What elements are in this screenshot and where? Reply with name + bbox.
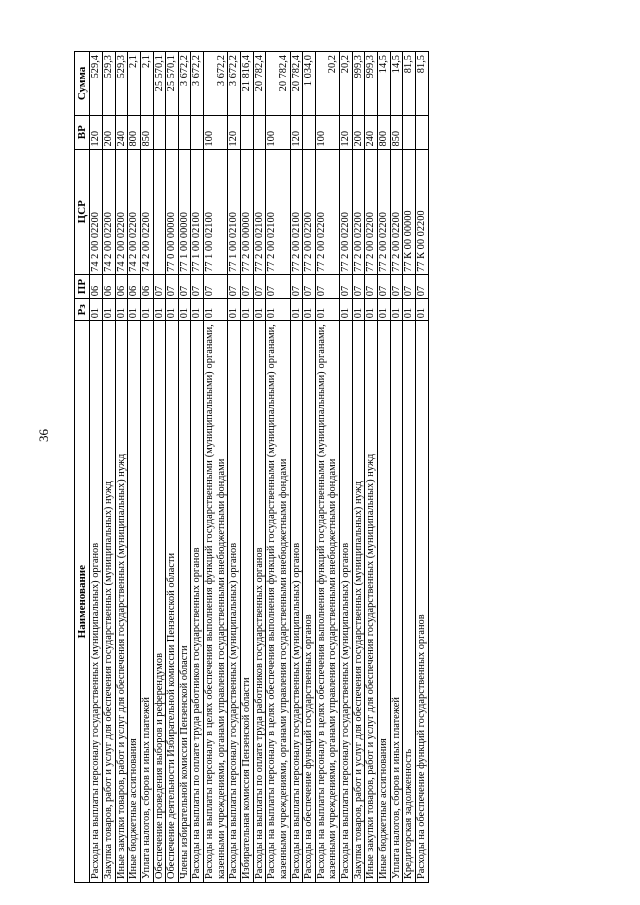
cell-sum bbox=[390, 52, 403, 116]
budget-table bbox=[74, 51, 429, 883]
cell-vr bbox=[191, 115, 204, 149]
cell-name: Обеспечение деятельности Избирательной комиссии Пензенской области bbox=[166, 321, 179, 883]
sum-value: 20 782,4 bbox=[253, 55, 265, 92]
cell-rz: 01 bbox=[90, 299, 103, 321]
cell-name: Закупка товаров, работ и услуг для обеспечения государственных (муниципальных) нужд bbox=[352, 321, 365, 883]
table-row bbox=[191, 52, 204, 883]
sum-value: 81,5 bbox=[415, 55, 427, 74]
cell-vr bbox=[303, 115, 316, 149]
cell-rz: 01 bbox=[204, 299, 228, 321]
cell-name: Расходы на обеспечение функций государственных органов bbox=[303, 321, 316, 883]
cell-sum bbox=[178, 52, 191, 116]
cell-pr: 06 bbox=[140, 274, 153, 298]
table-body bbox=[90, 52, 428, 883]
rotated-page-content bbox=[74, 51, 429, 883]
cell-rz: 01 bbox=[365, 299, 378, 321]
table-row bbox=[365, 52, 378, 883]
cell-csr bbox=[153, 149, 166, 274]
cell-pr: 07 bbox=[191, 274, 204, 298]
table-row bbox=[352, 52, 365, 883]
cell-sum bbox=[115, 52, 128, 116]
cell-rz: 01 bbox=[403, 299, 416, 321]
cell-rz: 01 bbox=[303, 299, 316, 321]
cell-pr: 07 bbox=[315, 274, 339, 298]
table-row bbox=[266, 52, 290, 883]
header-row bbox=[75, 52, 90, 883]
sum-value: 529,3 bbox=[102, 55, 114, 79]
cell-vr bbox=[253, 115, 266, 149]
cell-sum bbox=[102, 52, 115, 116]
table-row bbox=[153, 52, 166, 883]
cell-rz: 01 bbox=[228, 299, 241, 321]
sum-value: 3 672,2 bbox=[191, 55, 203, 87]
cell-csr: 77 2 00 02200 bbox=[352, 149, 365, 274]
cell-sum bbox=[191, 52, 204, 116]
page-number: 36 bbox=[36, 429, 51, 442]
cell-name: Расходы на выплаты по оплате труда работников государственных органов bbox=[253, 321, 266, 883]
cell-pr: 06 bbox=[90, 274, 103, 298]
cell-vr: 850 bbox=[140, 115, 153, 149]
cell-csr: 77 1 00 00000 bbox=[178, 149, 191, 274]
cell-pr: 07 bbox=[153, 274, 166, 298]
cell-csr: 74 2 00 02200 bbox=[128, 149, 141, 274]
sum-value: 25 570,1 bbox=[166, 55, 178, 92]
cell-sum bbox=[378, 52, 391, 116]
sum-value: 20 782,4 bbox=[277, 55, 289, 92]
cell-rz: 01 bbox=[115, 299, 128, 321]
cell-csr: 77 2 00 02100 bbox=[290, 149, 303, 274]
sum-value: 25 570,1 bbox=[153, 55, 165, 92]
cell-rz: 01 bbox=[140, 299, 153, 321]
cell-name: Расходы на выплаты по оплате труда работников государственных органов bbox=[191, 321, 204, 883]
cell-sum bbox=[140, 52, 153, 116]
cell-rz: 01 bbox=[340, 299, 353, 321]
cell-name: Иные закупки товаров, работ и услуг для обеспечения государственных (муниципальных) нужд bbox=[365, 321, 378, 883]
cell-name: Иные бюджетные ассигнования bbox=[128, 321, 141, 883]
cell-vr bbox=[153, 115, 166, 149]
cell-vr bbox=[415, 115, 428, 149]
cell-name: Расходы на обеспечение функций государственных органов bbox=[415, 321, 428, 883]
sum-value: 21 816,4 bbox=[241, 55, 252, 92]
cell-sum bbox=[315, 52, 339, 116]
sum-value: 20 782,4 bbox=[290, 55, 302, 92]
cell-pr: 07 bbox=[352, 274, 365, 298]
cell-vr: 800 bbox=[378, 115, 391, 149]
cell-csr: 77 2 00 02200 bbox=[315, 149, 339, 274]
table-row bbox=[102, 52, 115, 883]
cell-sum bbox=[228, 52, 241, 116]
cell-sum bbox=[340, 52, 353, 116]
cell-pr: 07 bbox=[415, 274, 428, 298]
cell-name: Иные закупки товаров, работ и услуг для обеспечения государственных (муниципальных) нужд bbox=[115, 321, 128, 883]
sum-value: 81,5 bbox=[403, 55, 415, 74]
cell-vr: 200 bbox=[352, 115, 365, 149]
table-row bbox=[253, 52, 266, 883]
cell-name: Закупка товаров, работ и услуг для обеспечения государственных (муниципальных) нужд bbox=[102, 321, 115, 883]
sum-value: 2,1 bbox=[140, 55, 152, 68]
sum-value: 2,1 bbox=[128, 55, 140, 68]
sum-value: 14,5 bbox=[378, 55, 390, 74]
cell-csr: 77 1 00 02100 bbox=[204, 149, 228, 274]
table-row bbox=[378, 52, 391, 883]
table-row bbox=[340, 52, 353, 883]
cell-vr: 200 bbox=[102, 115, 115, 149]
cell-vr: 120 bbox=[228, 115, 241, 149]
table-row bbox=[290, 52, 303, 883]
cell-vr: 120 bbox=[290, 115, 303, 149]
cell-vr: 100 bbox=[204, 115, 228, 149]
cell-sum bbox=[153, 52, 166, 116]
cell-name: Кредиторская задолженность bbox=[403, 321, 416, 883]
cell-pr: 07 bbox=[266, 274, 290, 298]
cell-vr: 800 bbox=[128, 115, 141, 149]
sum-value: 1 034,0 bbox=[303, 55, 315, 87]
table-header bbox=[75, 52, 90, 883]
cell-pr: 07 bbox=[204, 274, 228, 298]
sum-value: 529,4 bbox=[90, 55, 102, 79]
sum-value: 20,2 bbox=[340, 55, 352, 74]
table-row bbox=[166, 52, 179, 883]
sum-value: 999,3 bbox=[365, 55, 377, 79]
cell-rz: 01 bbox=[352, 299, 365, 321]
cell-vr bbox=[403, 115, 416, 149]
cell-sum bbox=[166, 52, 179, 116]
table-row bbox=[415, 52, 428, 883]
cell-pr: 07 bbox=[378, 274, 391, 298]
header-rz: Рз bbox=[75, 299, 90, 321]
cell-vr: 850 bbox=[390, 115, 403, 149]
cell-csr: 74 2 00 02200 bbox=[102, 149, 115, 274]
table-row bbox=[128, 52, 141, 883]
cell-sum bbox=[266, 52, 290, 116]
cell-vr: 100 bbox=[266, 115, 290, 149]
cell-pr: 07 bbox=[166, 274, 179, 298]
cell-rz: 01 bbox=[253, 299, 266, 321]
cell-vr: 240 bbox=[365, 115, 378, 149]
cell-vr bbox=[241, 115, 254, 149]
cell-csr: 74 2 00 02200 bbox=[140, 149, 153, 274]
cell-sum bbox=[241, 52, 254, 116]
table-row bbox=[204, 52, 228, 883]
cell-csr: 77 2 00 02200 bbox=[390, 149, 403, 274]
sum-value: 999,3 bbox=[352, 55, 364, 79]
cell-rz: 01 bbox=[266, 299, 290, 321]
cell-pr: 07 bbox=[290, 274, 303, 298]
cell-rz: 01 bbox=[153, 299, 166, 321]
table-row bbox=[178, 52, 191, 883]
cell-pr: 06 bbox=[128, 274, 141, 298]
cell-csr: 77 2 00 02100 bbox=[266, 149, 290, 274]
cell-csr: 77 1 00 02100 bbox=[191, 149, 204, 274]
cell-pr: 06 bbox=[102, 274, 115, 298]
cell-name: Члены избирательной комиссии Пензенской области bbox=[178, 321, 191, 883]
cell-name: Расходы на выплаты персоналу государственных (муниципальных) органов bbox=[90, 321, 103, 883]
cell-csr: 77 2 00 02200 bbox=[365, 149, 378, 274]
sum-value: 3 672,2 bbox=[228, 55, 240, 87]
sum-value: 3 672,2 bbox=[215, 55, 227, 87]
cell-csr: 77 1 00 02100 bbox=[228, 149, 241, 274]
cell-vr: 120 bbox=[340, 115, 353, 149]
sum-value: 529,3 bbox=[115, 55, 127, 79]
cell-name: Иные бюджетные ассигнования bbox=[378, 321, 391, 883]
cell-rz: 01 bbox=[315, 299, 339, 321]
cell-csr: 77 К 00 00000 bbox=[403, 149, 416, 274]
cell-name: Обеспечение проведения выборов и референдумов bbox=[153, 321, 166, 883]
cell-csr: 74 2 00 02200 bbox=[115, 149, 128, 274]
cell-name: Расходы на выплаты персоналу государственных (муниципальных) органов bbox=[228, 321, 241, 883]
cell-vr bbox=[166, 115, 179, 149]
cell-sum bbox=[290, 52, 303, 116]
cell-name: Уплата налогов, сборов и иных платежей bbox=[390, 321, 403, 883]
table-row bbox=[315, 52, 339, 883]
cell-name: Уплата налогов, сборов и иных платежей bbox=[140, 321, 153, 883]
cell-sum bbox=[303, 52, 316, 116]
cell-csr: 77 2 00 02200 bbox=[340, 149, 353, 274]
table-row bbox=[390, 52, 403, 883]
sum-value: 14,5 bbox=[390, 55, 402, 74]
cell-sum bbox=[415, 52, 428, 116]
table-row bbox=[403, 52, 416, 883]
cell-sum bbox=[90, 52, 103, 116]
cell-csr: 77 2 00 00000 bbox=[241, 149, 254, 274]
cell-rz: 01 bbox=[191, 299, 204, 321]
cell-pr: 07 bbox=[241, 274, 254, 298]
cell-vr bbox=[178, 115, 191, 149]
cell-pr: 07 bbox=[228, 274, 241, 298]
cell-sum bbox=[352, 52, 365, 116]
cell-rz: 01 bbox=[128, 299, 141, 321]
cell-sum bbox=[253, 52, 266, 116]
cell-rz: 01 bbox=[415, 299, 428, 321]
cell-sum bbox=[204, 52, 228, 116]
header-csr: ЦСР bbox=[75, 149, 90, 274]
cell-rz: 01 bbox=[390, 299, 403, 321]
table-row bbox=[228, 52, 241, 883]
table-row bbox=[303, 52, 316, 883]
cell-name: Расходы на выплаты персоналу государственных (муниципальных) органов bbox=[290, 321, 303, 883]
cell-rz: 01 bbox=[166, 299, 179, 321]
cell-vr: 120 bbox=[90, 115, 103, 149]
cell-rz: 01 bbox=[378, 299, 391, 321]
cell-pr: 07 bbox=[365, 274, 378, 298]
cell-csr: 77 2 00 02100 bbox=[253, 149, 266, 274]
cell-pr: 07 bbox=[303, 274, 316, 298]
table-row bbox=[241, 52, 254, 883]
cell-pr: 06 bbox=[115, 274, 128, 298]
table-row bbox=[115, 52, 128, 883]
cell-name: Избирательная комиссия Пензенской области bbox=[241, 321, 254, 883]
cell-sum bbox=[403, 52, 416, 116]
cell-name: Расходы на выплаты персоналу государственных (муниципальных) органов bbox=[340, 321, 353, 883]
cell-csr: 74 2 00 02200 bbox=[90, 149, 103, 274]
sum-value: 3 672,2 bbox=[178, 55, 190, 87]
cell-csr: 77 2 00 02200 bbox=[303, 149, 316, 274]
cell-sum bbox=[128, 52, 141, 116]
cell-pr: 07 bbox=[390, 274, 403, 298]
cell-name: Расходы на выплаты персоналу в целях обеспечения выполнения функций государственными (муниципальными) органами, казенными учреждениями, органами управления государственными внебюджетными фондами bbox=[266, 321, 290, 883]
cell-vr: 240 bbox=[115, 115, 128, 149]
cell-csr: 77 2 00 02200 bbox=[378, 149, 391, 274]
cell-name: Расходы на выплаты персоналу в целях обеспечения выполнения функций государственными (муниципальными) органами, казенными учреждениями, органами управления государственными внебюджетными фондами bbox=[315, 321, 339, 883]
table-row bbox=[90, 52, 103, 883]
cell-pr: 07 bbox=[403, 274, 416, 298]
header-name: Наименование bbox=[75, 321, 90, 883]
cell-pr: 07 bbox=[253, 274, 266, 298]
cell-rz: 01 bbox=[102, 299, 115, 321]
cell-csr: 77 К 00 02200 bbox=[415, 149, 428, 274]
cell-name: Расходы на выплаты персоналу в целях обеспечения выполнения функций государственными (муниципальными) органами, казенными учреждениями, органами управления государственными внебюджетными фондами bbox=[204, 321, 228, 883]
cell-rz: 01 bbox=[241, 299, 254, 321]
table-row bbox=[140, 52, 153, 883]
cell-sum bbox=[365, 52, 378, 116]
header-pr: ПР bbox=[75, 274, 90, 298]
header-sum: Сумма bbox=[75, 52, 90, 116]
cell-vr: 100 bbox=[315, 115, 339, 149]
cell-pr: 07 bbox=[178, 274, 191, 298]
sum-value: 20,2 bbox=[327, 55, 339, 74]
cell-pr: 07 bbox=[340, 274, 353, 298]
cell-rz: 01 bbox=[178, 299, 191, 321]
cell-rz: 01 bbox=[290, 299, 303, 321]
cell-csr: 77 0 00 00000 bbox=[166, 149, 179, 274]
header-vr: ВР bbox=[75, 115, 90, 149]
